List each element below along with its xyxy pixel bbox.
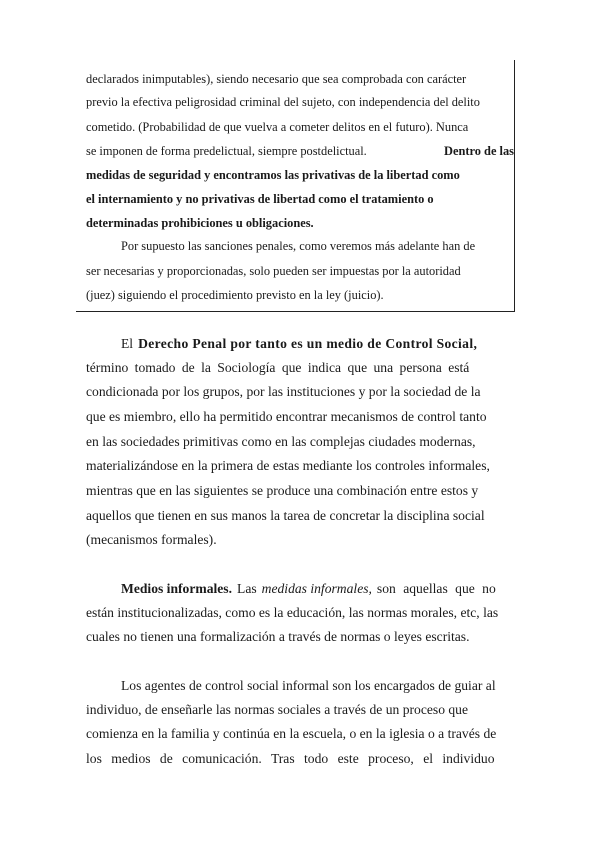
p1-text-1a: El [121,336,134,351]
p1-line-3 [86,383,516,401]
box-line-5 [86,167,514,183]
p1-text-3: condicionada por los grupos, por las instituciones y por la sociedad de la [86,384,481,399]
p3-line-4 [86,750,516,768]
p2-heading: Medios informales. [121,581,233,596]
box-line-4 [86,143,514,159]
p2-line-3 [86,628,516,646]
p2-line-1 [121,580,516,598]
p2-text-2: están institucionalizadas, como es la educación, las normas morales, etc, las [86,605,499,620]
p3-text-1: Los agentes de control social informal son los encargados de guiar al [121,678,496,693]
p2-line-2 [86,604,516,622]
box-line-7 [86,215,514,231]
p1-line-7 [86,482,516,500]
box-text-3: cometido. (Probabilidad de que vuelva a cometer delitos en el futuro). Nunca [86,120,469,134]
box-line-3 [86,119,514,135]
p1-text-1b: Derecho Penal por tanto es un medio de Control Social, [138,336,478,351]
box-text-2: previo la efectiva peligrosidad criminal del sujeto, con independencia del delito [86,95,480,109]
p3-text-3: comienza en la familia y continúa en la escuela, o en la iglesia o a través de [86,726,497,741]
p3-line-2 [86,701,516,719]
p1-line-8 [86,507,516,525]
box-text-1: declarados inimputables), siendo necesario que sea comprobada con carácter [86,72,467,86]
box-line-8 [121,238,514,254]
box-text-4b: Dentro de las [444,144,514,158]
box-text-9: ser necesarias y proporcionadas, solo pueden ser impuestas por la autoridad [86,264,461,278]
p3-text-2: individuo, de enseñarle las normas sociales a través de un proceso que [86,702,469,717]
box-line-9 [86,263,514,279]
p1-text-4: que es miembro, ello ha permitido encontrar mecanismos de control tanto [86,409,487,424]
box-text-5: medidas de seguridad y encontramos las privativas de la libertad como [86,168,460,182]
p2-text-1b: Las [237,581,257,596]
p1-text-6: materializándose en la primera de estas mediante los controles informales, [86,458,490,473]
p3-line-1 [121,677,516,695]
p2-text-1d: son aquellas que no [376,581,496,596]
box-line-6 [86,191,514,207]
p1-line-4 [86,408,516,426]
p1-text-2: término tomado de la Sociología que indica que una persona está [86,360,470,375]
box-text-8: Por supuesto las sanciones penales, como veremos más adelante han de [121,239,476,253]
p1-line-2 [86,359,516,377]
p1-text-7: mientras que en las siguientes se produce una combinación entre estos y [86,483,479,498]
p2-text-1c: medidas informales, [261,581,372,596]
p3-line-3 [86,725,516,743]
p1-line-1 [121,335,516,353]
p1-text-8: aquellos que tienen en sus manos la tarea de concretar la disciplina social [86,508,485,523]
box-text-10: (juez) siguiendo el procedimiento previsto en la ley (juicio). [86,288,384,302]
box-text-7: determinadas prohibiciones u obligaciones. [86,216,314,230]
box-text-6: el internamiento y no privativas de libertad como el tratamiento o [86,192,434,206]
box-line-10 [86,287,514,303]
p1-line-9 [86,531,516,549]
p3-text-4: los medios de comunicación. Tras todo este proceso, el individuo [86,751,495,766]
p1-text-5: en las sociedades primitivas como en las complejas ciudades modernas, [86,434,476,449]
box-line-1 [86,71,514,87]
p2-text-3: cuales no tienen una formalización a través de normas o leyes escritas. [86,629,470,644]
p1-text-9: (mecanismos formales). [86,532,217,547]
p1-line-6 [86,457,516,475]
p1-line-5 [86,433,516,451]
box-text-4a: se imponen de forma predelictual, siempre postdelictual. [86,144,367,158]
box-line-2 [86,94,514,110]
